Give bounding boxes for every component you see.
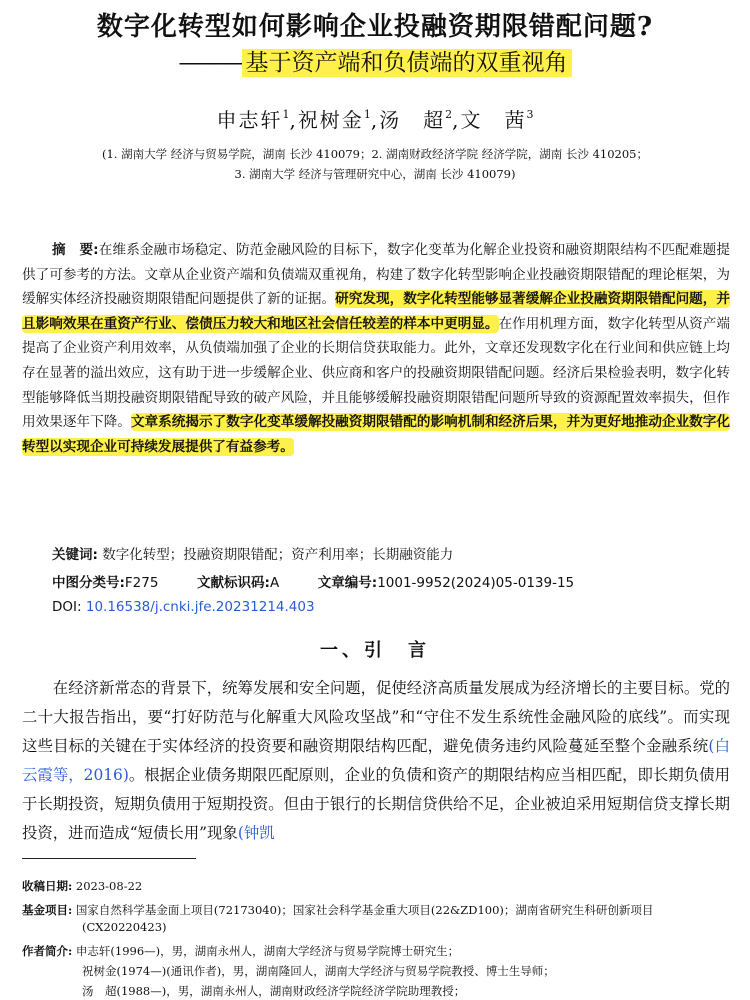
received-date xyxy=(22,878,142,894)
section-heading: 一、引 言 xyxy=(320,640,430,661)
author-list: 申志轩$^1$,祝树金$^1$,汤 超$^2$,文 茜$^3$ xyxy=(216,108,534,132)
subtitle-dash: ——— xyxy=(178,50,242,76)
abstract-text: 在作用机理方面，数字化转型从资产端提高了企业资产利用效率，从负债端加强了企业的长期信贷获取能力。此外，文章还发现数字化在行业间和供应链上均存在显著的溢出效应，这有助于进一步缓解企业、供应商和客户的投融资期限错配问题。经济后果检验表明，数字化转型能够降低当期投融资期限错配导致的破产风险，并且能够缓解投融资期限错配问题所导致的资源配置效率损失，但作用效果逐年下降。 xyxy=(22,315,731,431)
received-value: 2023-08-22 xyxy=(75,879,143,893)
paper-title: 数字化转型如何影响企业投融资期限错配问题? xyxy=(96,12,654,42)
author-name: 申志轩 xyxy=(216,108,283,132)
body-text-run: 。根据企业债务期限匹配原则，企业的负债和资产的期限结构应当相匹配，即长期负债用于长期投资，短期负债用于短期投资。但由于银行的长期信贷供给不足，企业被迫采用短期信贷支撑长期投资，进而造成“短债长用”现象 xyxy=(22,766,730,842)
author-affil-mark: 2 xyxy=(445,108,453,121)
body-text xyxy=(22,674,730,848)
citation-link[interactable]: (钟凯 xyxy=(237,824,275,842)
clc-label: 中图分类号: xyxy=(52,575,125,591)
author-bio-line-1 xyxy=(22,943,459,959)
clc-value: F275 xyxy=(124,575,159,591)
received-label: 收稿日期: xyxy=(22,879,73,893)
fund-text: 国家自然科学基金面上项目(72173040)；国家社会科学基金重大项目(22&ZD100)；湖南省研究生科研创新项目 xyxy=(75,903,654,917)
abstract-highlight: 研究发现，数字化转型能够显著缓解企业投融资期限错配问题，并且影响效果在重资产行业、偿债压力较大和地区社会信任较差的样本中更明显。 xyxy=(22,291,731,332)
keywords-value: 数字化转型；投融资期限错配；资产利用率；长期融资能力 xyxy=(102,547,454,563)
doi-link[interactable]: 10.16538/j.cnki.jfe.20231214.403 xyxy=(85,599,315,615)
subtitle-highlight: 基于资产端和负债端的双重视角 xyxy=(242,49,572,77)
abstract xyxy=(22,238,730,459)
author-name: 汤 超 xyxy=(379,108,446,132)
author-name: 文 茜 xyxy=(460,108,527,132)
abstract-highlight: 文章系统揭示了数字化变革缓解投融资期限错配的影响机制和经济后果，并为更好地推动企业数字化转型以实现企业可持续发展提供了有益参考。 xyxy=(22,414,731,455)
author-bio-label: 作者简介: xyxy=(22,944,73,958)
fund-line-2: (CX20220423) xyxy=(82,920,167,934)
author-bio-line-3: 汤 超(1988—)，男，湖南永州人，湖南财政经济学院经济学院助理教授； xyxy=(82,984,466,998)
classification-line xyxy=(52,571,574,591)
author-bio-line-2: 祝树金(1974—)(通讯作者)，男，湖南隆回人，湖南大学经济与贸易学院教授、博士生导师； xyxy=(82,964,555,978)
author-affil-mark: 1 xyxy=(282,108,290,121)
article-number-value: 1001-9952(2024)05-0139-15 xyxy=(377,575,575,591)
doc-code-value: A xyxy=(269,575,280,591)
keywords-label: 关键词: xyxy=(52,547,98,563)
author-affil-mark: 1 xyxy=(363,108,371,121)
author-affil-mark: 3 xyxy=(526,108,534,121)
author-bio-text: 申志轩(1996—)，男，湖南永州人，湖南大学经济与贸易学院博士研究生； xyxy=(75,944,460,958)
paper-subtitle xyxy=(0,44,750,77)
body-paragraph xyxy=(22,674,730,848)
affiliation-line-2: 3. 湖南大学 经济与管理研究中心，湖南 长沙 410079) xyxy=(234,167,516,181)
keywords-line xyxy=(52,543,453,563)
abstract-text: 在维系金融市场稳定、防范金融风险的目标下，数字化变革为化解企业投资和融资期限结构不匹配难题提供了可参考的方法。文章从企业资产端和负债端双重视角，构建了数字化转型影响企业投融资期限错配的理论框架，为缓解实体经济投融资期限错配问题提供了新的证据。 xyxy=(22,242,731,308)
doi-label: DOI: xyxy=(52,599,82,615)
author-name: 祝树金 xyxy=(297,108,364,132)
abstract-label: 摘 要: xyxy=(52,242,99,258)
citation-link[interactable]: (白云霞等，2016) xyxy=(22,737,730,784)
body-text-run: 在经济新常态的背景下，统筹发展和安全问题，促使经济高质量发展成为经济增长的主要目标。党的二十大报告指出，要“打好防范与化解重大风险攻坚战”和“守住不发生系统性金融风险的底线”。而实现这些目标的关键在于实体经济的投资要和融资期限结构匹配，避免债务违约风险蔓延至整个金融系统 xyxy=(22,679,730,755)
footnote-divider xyxy=(22,858,196,859)
fund-label: 基金项目: xyxy=(22,903,73,917)
affiliation-line-1: (1. 湖南大学 经济与贸易学院，湖南 长沙 410079；2. 湖南财政经济学院 经济学院，湖南 长沙 410205； xyxy=(102,147,648,161)
doi-line xyxy=(52,599,315,615)
fund-line-1 xyxy=(22,902,653,918)
article-number-label: 文章编号: xyxy=(317,575,378,591)
doc-code-label: 文献标识码: xyxy=(197,575,270,591)
